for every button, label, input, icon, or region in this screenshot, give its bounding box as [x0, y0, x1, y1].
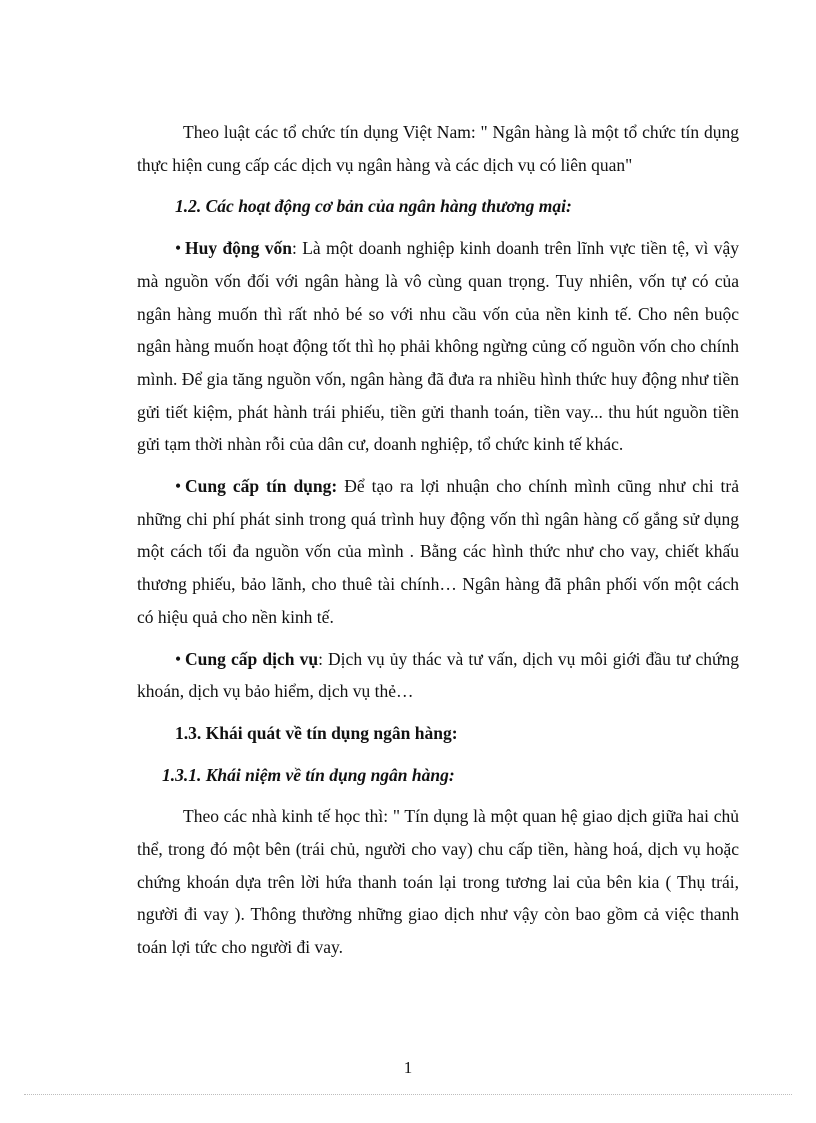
- bullet-marker: •: [175, 648, 182, 669]
- definition-paragraph: Theo các nhà kinh tế học thì: " Tín dụng là một quan hệ giao dịch giữa hai chủ thể, trong đó một bên (trái chủ, người cho vay) chu cấp tiền, hàng hoá, dịch vụ hoặc chứng khoán dựa trên lời hứa thanh toán lại trong tương lai của bên kia ( Thụ trái, người đi vay ). Thông thường những giao dịch như vậy còn bao gồm cả việc thanh toán lợi tức cho người đi vay.: [137, 806, 739, 958]
- bullet-term: Huy động vốn: [185, 238, 293, 259]
- bullet-text: Để tạo ra lợi nhuận cho chính mình cũng như chi trả những chi phí phát sinh trong quá trình huy động vốn thì ngân hàng cố gắng sử dụng một cách tối đa nguồn vốn của mình . Bằng các hình thức như cho vay, chiết khấu thương phiếu, bảo lãnh, cho thuê tài chính… Ngân hàng đã phân phối vốn một cách có hiệu quả cho nền kinh tế.: [137, 476, 739, 627]
- bullet-cung-cap-tin-dung: [137, 470, 739, 634]
- section-heading-1-2: 1.2. Các hoạt động cơ bản của ngân hàng thương mại:: [175, 196, 572, 217]
- bullet-cung-cap-dich-vu: [137, 643, 739, 708]
- bullet-marker: •: [175, 476, 182, 497]
- bullet-marker: •: [175, 238, 182, 259]
- page-number: 1: [403, 1058, 413, 1077]
- bullet-huy-dong-von: [137, 232, 739, 461]
- page-body: [137, 116, 739, 964]
- bullet-term: Cung cấp tín dụng:: [185, 476, 338, 497]
- bullet-text: : Là một doanh nghiệp kinh doanh trên lĩnh vực tiền tệ, vì vậy mà nguồn vốn đối với ngân hàng là vô cùng quan trọng. Tuy nhiên, vốn tự có của ngân hàng muốn thì rất nhỏ bé so với nhu cầu vốn của nền kinh tế. Cho nên buộc ngân hàng muốn hoạt động tốt thì họ phải không ngừng củng cố nguồn vốn cho chính mình. Để gia tăng nguồn vốn, ngân hàng đã đưa ra nhiều hình thức huy động như tiền gửi tiết kiệm, phát hành trái phiếu, tiền gửi thanh toán, tiền vay... thu hút nguồn tiền gửi tạm thời nhàn rỗi của dân cư, doanh nghiệp, tổ chức kinh tế khác.: [137, 238, 739, 455]
- intro-paragraph: Theo luật các tổ chức tín dụng Việt Nam: " Ngân hàng là một tổ chức tín dụng thực hiện cung cấp các dịch vụ ngân hàng và các dịch vụ có liên quan": [137, 122, 739, 175]
- bullet-text: : Dịch vụ ủy thác và tư vấn, dịch vụ môi giới đầu tư chứng khoán, dịch vụ bảo hiểm, dịch vụ thẻ…: [137, 648, 740, 702]
- bullet-term: Cung cấp dịch vụ: [185, 648, 319, 669]
- section-heading-1-3: 1.3. Khái quát về tín dụng ngân hàng:: [175, 722, 458, 743]
- footer-divider: [24, 1094, 792, 1095]
- section-heading-1-3-1: 1.3.1. Khái niệm về tín dụng ngân hàng:: [162, 764, 455, 785]
